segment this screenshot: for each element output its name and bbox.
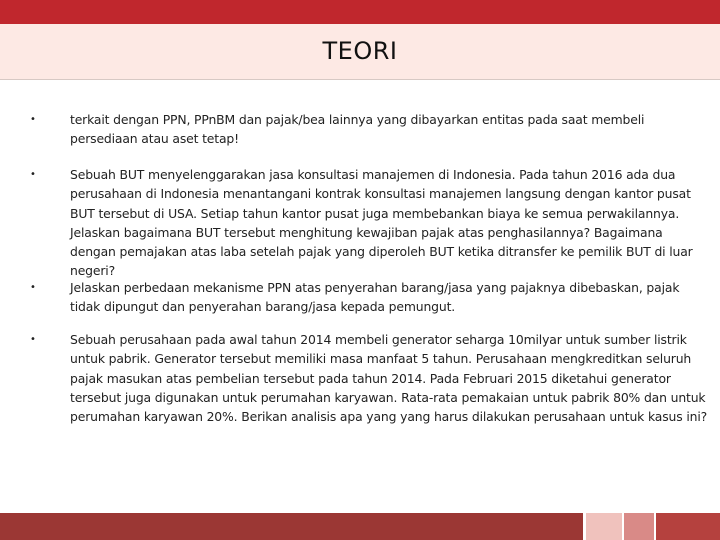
list-item-text: Jelaskan perbedaan mekanisme PPN atas penyerahan barang/jasa yang pajaknya dibebaskan, pajak tidak dipungut dan penyerahan barang/jasa kepada pemungut. bbox=[70, 280, 680, 315]
bullet-dot: • bbox=[30, 169, 36, 180]
title-band bbox=[0, 24, 720, 80]
footer-accent-segment-1 bbox=[586, 513, 622, 540]
footer-bar bbox=[0, 513, 720, 540]
list-item-text: Sebuah perusahaan pada awal tahun 2014 membeli generator seharga 10milyar untuk sumber listrik untuk pabrik. Generator tersebut memiliki masa manfaat 5 tahun. Perusahaan mengkreditkan seluruh pajak masukan atas pembelian tersebut pada tahun 2014. Pada Februari 2015 diketahui generator tersebut juga digunakan untuk perumahan karyawan. Rata-rata pemakaian untuk pabrik 80% dan untuk perumahan karyawan 20%. Berikan analisis apa yang yang harus dilakukan perusahaan untuk kasus ini? bbox=[70, 332, 708, 425]
footer-accent-segment-3 bbox=[656, 513, 720, 540]
footer-main-segment bbox=[0, 513, 583, 540]
list-item-text: terkait dengan PPN, PPnBM dan pajak/bea lainnya yang dibayarkan entitas pada saat membeli persediaan atau aset tetap! bbox=[70, 112, 645, 147]
bullet-dot: • bbox=[30, 282, 36, 293]
bullet-dot: • bbox=[30, 114, 36, 125]
footer-accent-segment-2 bbox=[624, 513, 654, 540]
bullet-dot: • bbox=[30, 334, 36, 345]
list-item-text: Sebuah BUT menyelenggarakan jasa konsultasi manajemen di Indonesia. Pada tahun 2016 ada dua perusahaan di Indonesia menantangani kontrak konsultasi manajemen langsung dengan kantor pusat BUT tersebut di USA. Setiap tahun kantor pusat juga membebankan biaya ke semua perwakilannya. Jelaskan bagaimana BUT tersebut menghitung kewajiban pajak atas penghasilannya? Bagaimana dengan pemajakan atas laba setelah pajak yang diperoleh BUT ketika ditransfer ke pemilik BUT di luar negeri? bbox=[70, 167, 693, 279]
slide-title: TEORI bbox=[322, 37, 398, 65]
top-accent-bar bbox=[0, 0, 720, 24]
